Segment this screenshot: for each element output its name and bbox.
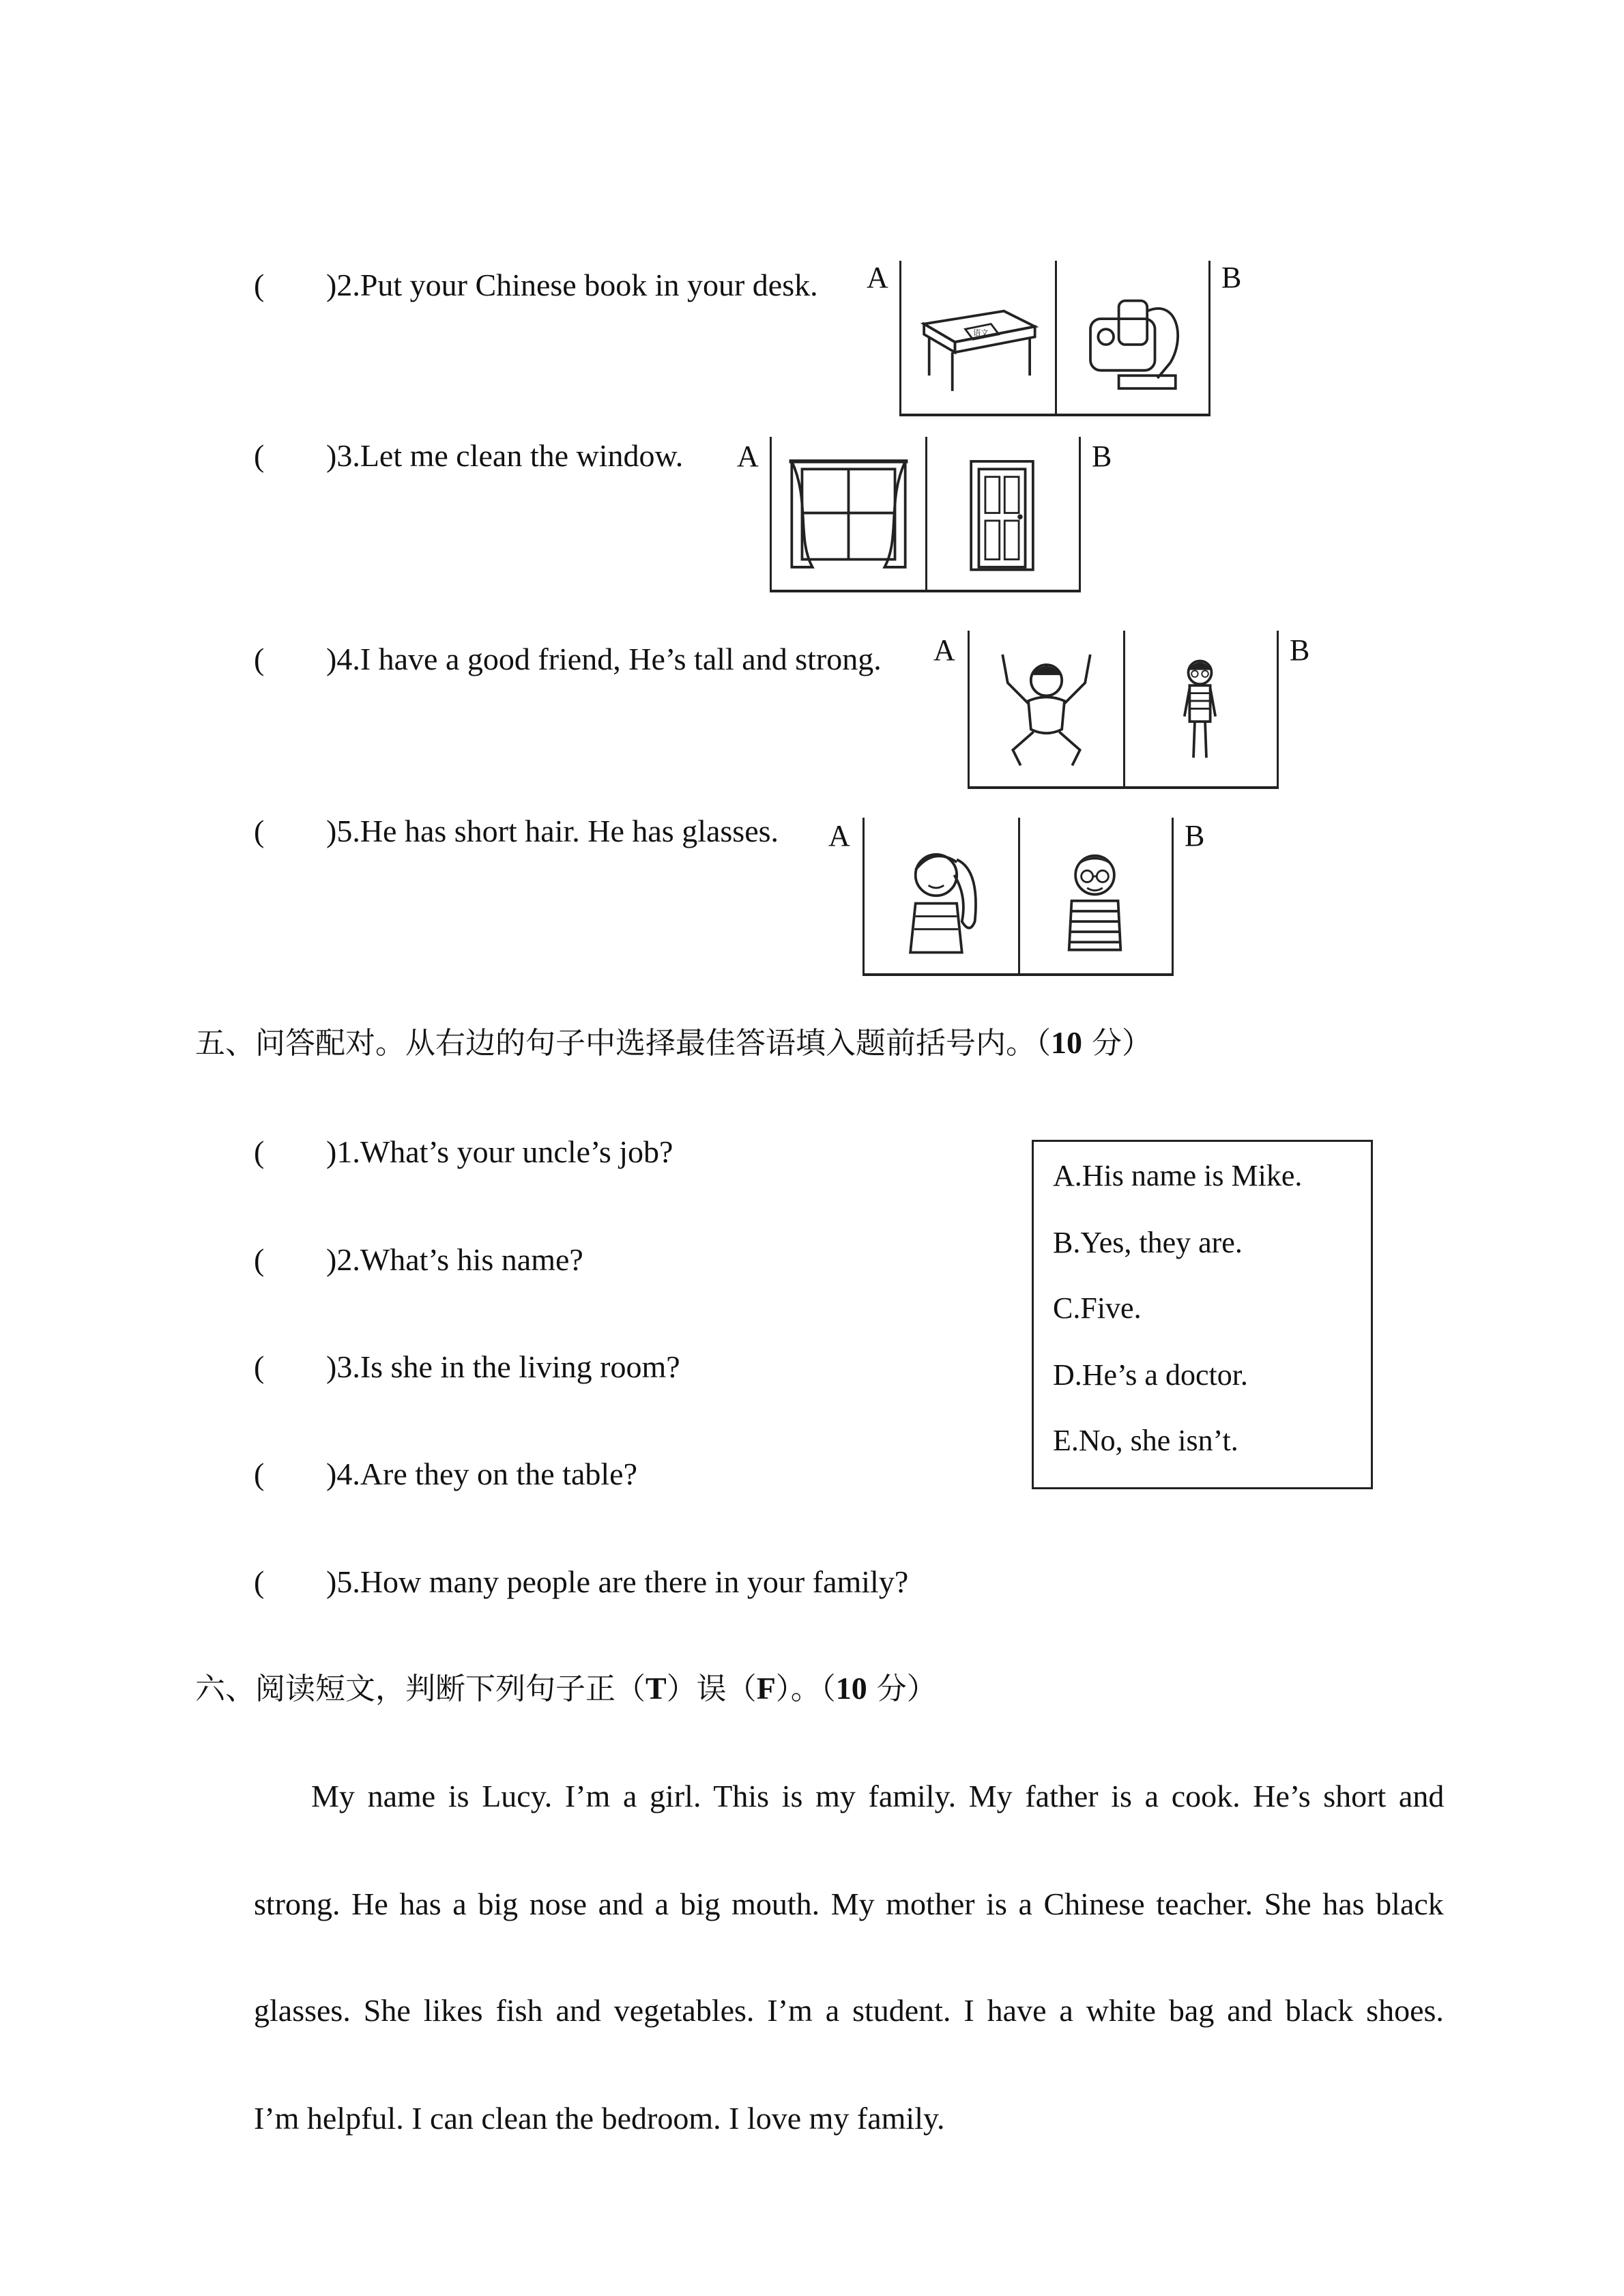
girl-ponytail-icon bbox=[877, 827, 1006, 964]
window-icon bbox=[784, 446, 913, 580]
option-a-picture[interactable] bbox=[772, 437, 925, 590]
answer-paren[interactable]: ( bbox=[254, 438, 265, 473]
desk-icon bbox=[914, 270, 1043, 404]
option-b-picture[interactable] bbox=[1055, 261, 1208, 414]
true-marker: T bbox=[646, 1671, 667, 1706]
answer-choice-a: A.His name is Mike. bbox=[1053, 1159, 1303, 1192]
passage-line: glasses. She likes fish and vegetables. I’m a student. I have a white bag and black shoes. bbox=[254, 1993, 1444, 2028]
svg-text:语文: 语文 bbox=[972, 330, 989, 339]
question-text: )2.Put your Chinese book in your desk. bbox=[326, 268, 818, 302]
section-5-title bbox=[195, 1024, 1152, 1063]
answer-choice-e: E.No, she isn’t. bbox=[1053, 1424, 1238, 1457]
thin-boy-icon bbox=[1135, 640, 1264, 777]
door-icon bbox=[938, 446, 1067, 580]
picture-options bbox=[968, 631, 1279, 789]
section-points: 10 bbox=[1051, 1025, 1082, 1060]
answer-choice-d: D.He’s a doctor. bbox=[1053, 1358, 1248, 1392]
section-title-mid: ）。（ bbox=[775, 1671, 836, 1706]
section-6-title bbox=[195, 1669, 937, 1708]
question-text: )4.Are they on the table? bbox=[326, 1456, 637, 1491]
option-b-label: B bbox=[1185, 819, 1205, 852]
section-title-prefix: 六、阅读短文，判断下列句子正（ bbox=[195, 1671, 646, 1706]
question-text: )3.Is she in the living room? bbox=[326, 1349, 680, 1384]
false-marker: F bbox=[756, 1671, 776, 1706]
option-a-label: A bbox=[737, 440, 759, 473]
option-b-picture[interactable] bbox=[1018, 818, 1172, 973]
option-a-label: A bbox=[933, 633, 955, 667]
answer-choice-b: B.Yes, they are. bbox=[1053, 1226, 1243, 1259]
section-title-suffix: 分） bbox=[1082, 1026, 1152, 1061]
option-b-picture[interactable] bbox=[925, 437, 1079, 590]
section-points: 10 bbox=[835, 1671, 867, 1706]
answer-paren[interactable]: ( bbox=[254, 268, 265, 302]
section-title-prefix: 五、问答配对。从右边的句子中选择最佳答语填入题前括号内。（ bbox=[195, 1026, 1051, 1061]
boy-glasses-icon bbox=[1030, 827, 1159, 964]
answer-paren[interactable]: ( bbox=[254, 1134, 265, 1169]
answer-paren[interactable]: ( bbox=[254, 1456, 265, 1491]
vacuum-cleaner-icon bbox=[1067, 270, 1196, 404]
answer-paren[interactable]: ( bbox=[254, 1242, 265, 1277]
answer-choices-box bbox=[1032, 1140, 1373, 1489]
question-text: )2.What’s his name? bbox=[326, 1242, 583, 1277]
passage-line: I’m helpful. I can clean the bedroom. I love my family. bbox=[254, 2101, 945, 2136]
picture-options bbox=[899, 261, 1210, 416]
answer-choice-c: C.Five. bbox=[1053, 1291, 1142, 1325]
answer-paren[interactable]: ( bbox=[254, 642, 265, 676]
strong-boy-icon bbox=[982, 640, 1111, 777]
answer-paren[interactable]: ( bbox=[254, 1349, 265, 1384]
option-a-label: A bbox=[828, 819, 850, 852]
question-text: )1.What’s your uncle’s job? bbox=[326, 1134, 673, 1169]
answer-paren[interactable]: ( bbox=[254, 814, 265, 848]
answer-paren[interactable]: ( bbox=[254, 1564, 265, 1599]
passage-line: strong. He has a big nose and a big mouth. My mother is a Chinese teacher. She has black bbox=[254, 1886, 1444, 1921]
question-text: )3.Let me clean the window. bbox=[326, 438, 684, 473]
picture-options bbox=[770, 437, 1081, 592]
option-b-label: B bbox=[1092, 440, 1112, 473]
question-text: )5.He has short hair. He has glasses. bbox=[326, 814, 779, 848]
question-text: )5.How many people are there in your family? bbox=[326, 1564, 909, 1599]
section-title-mid: ）误（ bbox=[666, 1671, 757, 1706]
option-a-picture[interactable] bbox=[901, 261, 1055, 414]
option-b-picture[interactable] bbox=[1123, 631, 1277, 786]
passage-line: My name is Lucy. I’m a girl. This is my family. My father is a cook. He’s short and bbox=[311, 1779, 1445, 1813]
option-a-label: A bbox=[867, 261, 888, 294]
question-text: )4.I have a good friend, He’s tall and strong. bbox=[326, 642, 882, 676]
option-b-label: B bbox=[1221, 261, 1242, 294]
picture-options bbox=[862, 818, 1174, 976]
option-b-label: B bbox=[1290, 633, 1310, 667]
section-title-suffix: 分） bbox=[867, 1671, 937, 1706]
option-a-picture[interactable] bbox=[970, 631, 1123, 786]
option-a-picture[interactable] bbox=[865, 818, 1018, 973]
